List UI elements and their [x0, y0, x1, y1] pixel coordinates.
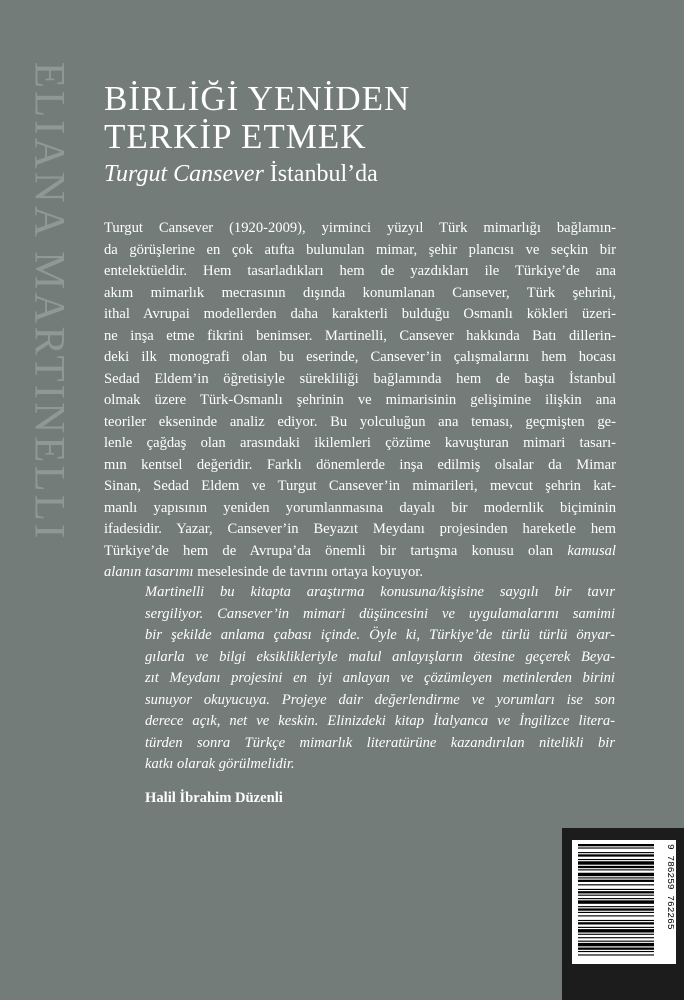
blurb-line: Sinan, Sedad Eldem ve Turgut Cansever’in mimarileri, mevcut şehrin kat-	[104, 478, 616, 494]
quote-line: gılarla ve bilgi eksiklikleriyle malul anlayışların ötesine geçerek Beya-	[145, 648, 615, 665]
barcode-bar	[578, 934, 654, 935]
barcode-bar	[578, 948, 654, 950]
barcode-bar	[578, 954, 654, 955]
blurb-italic-term: alanın tasarımı	[104, 564, 194, 580]
blurb-line: olmak üzere Türk-Osmanlı şehrinin ve mimarisinin gelişimine ilişkin ana	[104, 392, 616, 408]
barcode-bar	[578, 908, 654, 910]
isbn-number: 9 786259 762265	[665, 844, 676, 930]
barcode-bar	[578, 866, 654, 868]
quote-line: sunuyor okuyucuya. Projeye dair değerlendirme ve yorumları ise son	[145, 691, 615, 708]
blurb-last-tail: meselesinde de tavrını ortaya koyuyor.	[193, 564, 423, 580]
blurb-italic-term: kamusal	[567, 542, 616, 559]
quote-line: sergiliyor. Cansever’in mimari düşüncesini ve uygulamalarını samimi	[145, 605, 615, 622]
barcode-bar	[578, 895, 654, 896]
blurb-line-with-italic	[104, 541, 616, 563]
quote-line: zıt Meydanı projesini en iyi anlayan ve çözümleyen metinlerden birini	[145, 670, 615, 686]
barcode-bar	[578, 859, 654, 860]
barcode-bars	[578, 844, 654, 956]
barcode-svg	[572, 840, 676, 964]
barcode-bar	[578, 869, 654, 870]
blurb-last-line	[104, 562, 616, 584]
barcode-bar	[578, 854, 654, 856]
blurb-line: ne inşa etme fikrini benimser. Martinelli, Cansever hakkında Batı dillerin-	[104, 327, 616, 344]
endorsement-quote	[145, 582, 615, 776]
blurb-line: Turgut Cansever (1920-2009), yirminci yüzyıl Türk mimarlığı bağlamın-	[104, 220, 616, 236]
barcode-bar	[578, 915, 654, 916]
quote-line: derece açık, net ve keskin. Elinizdeki kitap İtalyanca ve İngilizce litera-	[145, 713, 615, 729]
barcode-bar	[578, 922, 654, 924]
blurb-line: mın kentsel değeridir. Farklı dönemlerde inşa edilmiş olsalar da Mimar	[104, 456, 616, 473]
barcode-bar	[578, 880, 654, 882]
blurb-paragraph	[104, 218, 616, 584]
book-title	[104, 80, 524, 156]
book-subtitle	[104, 160, 378, 188]
barcode-bar	[578, 900, 654, 903]
blurb-line: teoriler ekseninde analiz ediyor. Bu yolculuğun ana teması, geçmişten ge-	[104, 413, 616, 430]
quote-attribution: Halil İbrahim Düzenli	[145, 790, 283, 806]
barcode-bar	[578, 873, 654, 876]
barcode-bar	[578, 844, 654, 846]
barcode-bar	[578, 891, 654, 893]
barcode-bar	[578, 920, 654, 921]
barcode-bar	[578, 943, 654, 946]
subtitle-italic: Turgut Cansever	[104, 161, 264, 187]
barcode-bar	[578, 941, 654, 942]
title-line-2: TERKİP ETMEK	[104, 117, 367, 156]
blurb-line: manlı yapısının yeniden yorumlanmasına dayalı bir modernlik biçiminin	[104, 499, 616, 516]
barcode-bar	[578, 852, 654, 853]
spine-author	[25, 61, 73, 541]
barcode-bar	[578, 927, 654, 928]
blurb-line: Sedad Eldem’in öğretisiyle sürekliliği bağlamında hem de başta İstanbul	[104, 370, 616, 387]
blurb-line: ifadesidir. Yazar, Cansever’in Beyazıt Meydanı projesinden hareketle hem	[104, 521, 616, 537]
blurb-line: entelektüeldir. Hem tasarladıkları hem de yazdıkları ile Türkiye’de ana	[104, 263, 616, 279]
quote-line: türden sonra Türkçe mimarlık literatürüne kazandırılan nitelikli bir	[145, 734, 615, 751]
blurb-line: lenle çağdaş olan arasındaki ikilemleri çözüme kavuşturan mimari tasarı-	[104, 435, 616, 451]
barcode-bar	[578, 929, 654, 932]
blurb-line: deki ilk monografi olan bu eserinde, Cansever’in çalışmalarını hem hocası	[104, 349, 616, 365]
subtitle-regular: İstanbul’da	[269, 161, 378, 187]
title-line-1: BİRLİĞİ YENİDEN	[104, 79, 411, 118]
barcode-bar	[578, 847, 654, 848]
barcode-bar	[578, 898, 654, 899]
barcode-bar	[578, 889, 654, 890]
blurb-line: da görüşlerine en çok atıfta bulunulan mimar, şehir plancısı ve seçkin bir	[104, 241, 616, 258]
quote-line: Martinelli bu kitapta araştırma konusuna/kişisine saygılı bir tavır	[145, 584, 615, 600]
barcode-bar	[578, 884, 654, 885]
quote-line: bir şekilde anlama çabası içinde. Öyle ki, Türkiye’de türlü türlü önyar-	[145, 627, 615, 643]
spine-author-text: ELIANA MARTINELLI	[25, 61, 73, 541]
blurb-line: ithal Avrupai modellerden daha karakterli bulduğu Osmanlı kökleri üzeri-	[104, 306, 616, 322]
barcode-bar	[578, 906, 654, 907]
barcode-bar	[578, 951, 654, 952]
blurb-text	[104, 218, 616, 584]
isbn-barcode	[572, 840, 676, 964]
blurb-line: akım mimarlık mecrasının dışında konumlanan Cansever, Türk şehrini,	[104, 284, 616, 301]
barcode-bar	[578, 877, 654, 878]
barcode-bar	[578, 937, 654, 938]
quote-line: katkı olarak görülmelidir.	[145, 756, 295, 772]
barcode-bar	[578, 912, 654, 913]
barcode-bar	[578, 861, 654, 864]
blurb-line-text: Türkiye’de hem de Avrupa’da önemli bir tartışma konusu olan	[104, 542, 554, 559]
